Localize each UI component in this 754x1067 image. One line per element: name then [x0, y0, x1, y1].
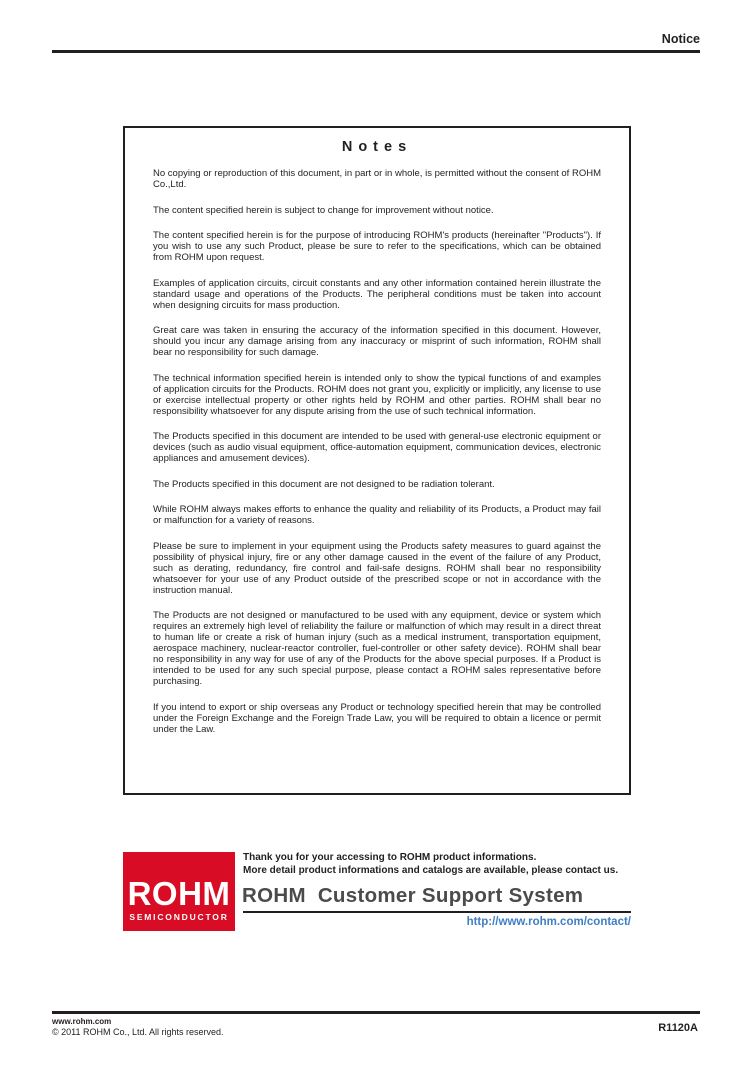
notice-paragraph: The Products are not designed or manufactured to be used with any equipment, device or system which requires an extremely high level of reliability the failure or malfunction of which may result in a direct threat to human life or create a risk of human injury (such as a medical instrument, transportation equipment, aerospace machinery, nuclear-reactor controller, fuel-controller or other safety device). ROHM shall bear no responsibility in any way for use of any of the Products for the above special purposes. If a Product is intended to be used for any such special purpose, please contact a ROHM sales representative before purchasing.	[153, 610, 601, 687]
notice-paragraph: Examples of application circuits, circuit constants and any other information contained herein illustrate the standard usage and operations of the Products. The peripheral conditions must be taken into account when designing circuits for mass production.	[153, 277, 601, 311]
header-rule	[52, 50, 700, 53]
thanks-line-1: Thank you for your accessing to ROHM product informations.	[243, 852, 537, 863]
notice-paragraphs	[153, 168, 601, 735]
notice-box	[123, 126, 631, 795]
footer-doc-code: R1120A	[658, 1022, 698, 1034]
notice-paragraph: The content specified herein is subject to change for improvement without notice.	[153, 204, 494, 216]
rohm-logo	[123, 852, 235, 931]
rohm-logo-brand: ROHM	[127, 874, 231, 912]
notice-title: Notes	[341, 139, 413, 155]
notice-paragraph: The content specified herein is for the purpose of introducing ROHM's products (hereinafter "Products"). If you wish to use any such Product, please be sure to refer to the specifications, which can be obtained from ROHM upon request.	[153, 230, 601, 263]
notice-paragraph: While ROHM always makes efforts to enhance the quality and reliability of its Products, a Product may fail or malfunction for a variety of reasons.	[153, 504, 601, 526]
notice-paragraph: No copying or reproduction of this document, in part or in whole, is permitted without the consent of ROHM Co.,Ltd.	[153, 168, 601, 190]
footer-rule	[52, 1011, 700, 1014]
footer-site: www.rohm.com	[52, 1017, 112, 1026]
notice-paragraph: The technical information specified herein is intended only to show the typical functions of and examples of application circuits for the Products. ROHM does not grant you, explicitly or implicitly, any license to use or exercise intellectual property or other rights held by ROHM and other parties. ROHM shall bear no responsibility whatsoever for any dispute arising from the use of such technical information.	[153, 372, 601, 417]
contact-url-link[interactable]: http://www.rohm.com/contact/	[466, 916, 631, 928]
thanks-line-2: More detail product informations and catalogs are available, please contact us.	[243, 865, 619, 876]
footer-copyright: © 2011 ROHM Co., Ltd. All rights reserved.	[52, 1027, 224, 1037]
customer-support-title: ROHM Customer Support System	[242, 884, 584, 907]
support-rule	[243, 911, 631, 913]
page-header-label: Notice	[661, 32, 700, 46]
notice-paragraph: The Products specified in this document are intended to be used with general-use electronic equipment or devices (such as audio visual equipment, office-automation equipment, communication devices, electronic appliances and amusement devices).	[153, 431, 601, 464]
notice-paragraph: If you intend to export or ship overseas any Product or technology specified herein that may be controlled under the Foreign Exchange and the Foreign Trade Law, you will be required to obtain a licence or permit under the Law.	[153, 701, 601, 735]
notice-paragraph: The Products specified in this document are not designed to be radiation tolerant.	[153, 478, 495, 490]
rohm-logo-tagline: SEMICONDUCTOR	[129, 912, 229, 922]
notice-paragraph: Please be sure to implement in your equipment using the Products safety measures to guard against the possibility of physical injury, fire or any other damage caused in the event of the failure of any Product, such as derating, redundancy, fire control and fail-safe designs. ROHM shall bear no responsibility whatsoever for your use of any Product outside of the prescribed scope or not in accordance with the instruction manual.	[153, 540, 601, 596]
notice-paragraph: Great care was taken in ensuring the accuracy of the information specified in this document. However, should you incur any damage arising from any inaccuracy or misprint of such information, ROHM shall bear no responsibility for such damage.	[153, 325, 601, 358]
